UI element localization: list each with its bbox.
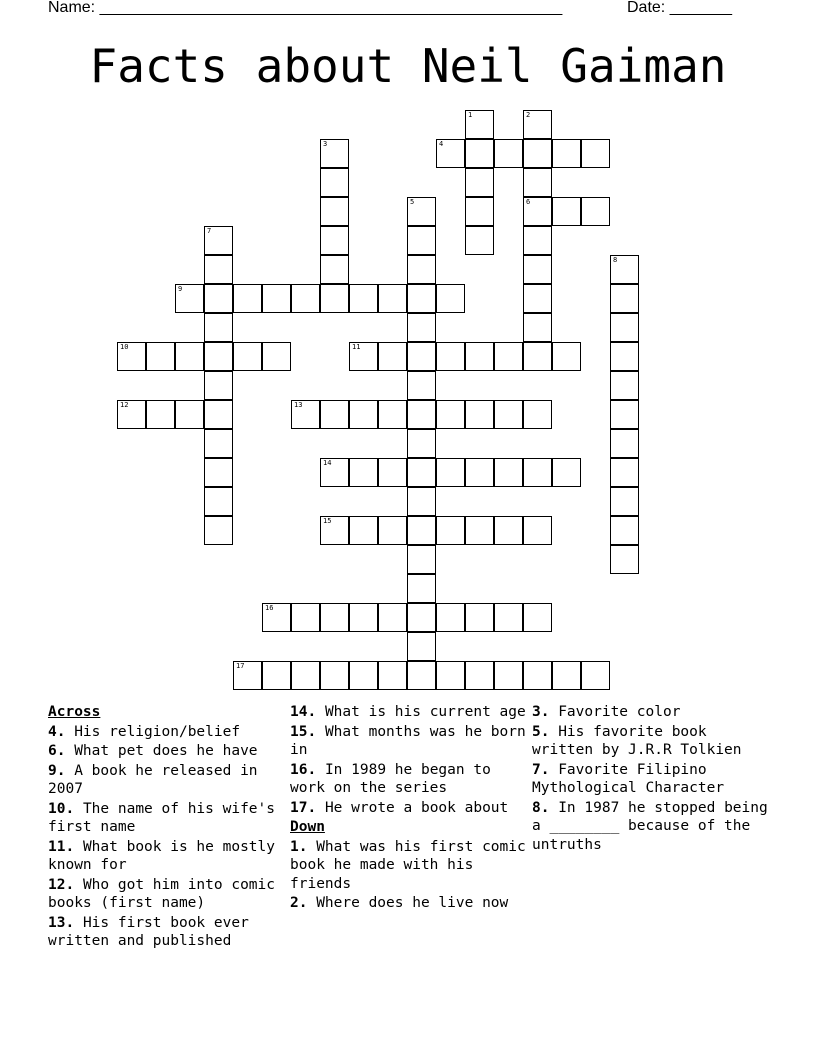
crossword-cell[interactable]	[233, 342, 262, 371]
crossword-cell[interactable]	[407, 458, 436, 487]
clue-number: 10.	[48, 800, 75, 817]
crossword-cell[interactable]	[436, 284, 465, 313]
crossword-cell[interactable]	[523, 226, 552, 255]
crossword-cell[interactable]	[581, 139, 610, 168]
crossword-cell[interactable]	[378, 400, 407, 429]
crossword-cell[interactable]	[581, 661, 610, 690]
crossword-cell[interactable]	[465, 603, 494, 632]
crossword-cell[interactable]	[175, 342, 204, 371]
crossword-cell[interactable]	[465, 168, 494, 197]
clue-across-10	[48, 800, 278, 837]
crossword-cell[interactable]	[204, 487, 233, 516]
clue-text: In 1987 he stopped being a ________ because of the untruths	[532, 799, 768, 853]
clue-number-label: 1	[468, 111, 473, 119]
crossword-cell[interactable]	[204, 458, 233, 487]
clues-column-3	[532, 703, 772, 855]
clue-number-label: 5	[410, 198, 415, 206]
crossword-cell[interactable]	[523, 400, 552, 429]
crossword-cell[interactable]	[465, 110, 494, 139]
clue-number: 4.	[48, 723, 66, 740]
crossword-cell[interactable]	[349, 284, 378, 313]
crossword-cell[interactable]	[349, 458, 378, 487]
crossword-cell[interactable]	[320, 603, 349, 632]
crossword-cell[interactable]	[407, 313, 436, 342]
clue-number-label: 17	[236, 662, 245, 670]
crossword-cell[interactable]	[465, 516, 494, 545]
crossword-cell[interactable]	[523, 139, 552, 168]
crossword-cell[interactable]	[291, 661, 320, 690]
clue-text: Where does he live now	[316, 895, 509, 911]
crossword-cell[interactable]	[320, 458, 349, 487]
clue-number-label: 4	[439, 140, 444, 148]
clue-number-label: 8	[613, 256, 618, 264]
crossword-cell[interactable]	[494, 603, 523, 632]
crossword-cell[interactable]	[146, 400, 175, 429]
crossword-cell[interactable]	[436, 458, 465, 487]
date-field-label: Date: _______	[627, 0, 732, 16]
crossword-cell[interactable]	[494, 458, 523, 487]
crossword-cell[interactable]	[378, 603, 407, 632]
crossword-cell[interactable]	[610, 516, 639, 545]
clue-down-2	[290, 894, 526, 913]
crossword-cell[interactable]	[610, 458, 639, 487]
crossword-cell[interactable]	[320, 400, 349, 429]
clue-across-13	[48, 914, 278, 951]
crossword-cell[interactable]	[349, 516, 378, 545]
clue-number: 14.	[290, 704, 317, 720]
crossword-cell[interactable]	[610, 429, 639, 458]
clue-number-label: 15	[323, 517, 332, 525]
crossword-cell[interactable]	[407, 371, 436, 400]
clue-number-label: 6	[526, 198, 531, 206]
crossword-cell[interactable]	[436, 400, 465, 429]
clue-text: Favorite Filipino Mythological Character	[532, 761, 725, 796]
crossword-cell[interactable]	[436, 516, 465, 545]
clue-number: 17.	[290, 799, 317, 816]
crossword-cell[interactable]	[610, 545, 639, 574]
crossword-cell[interactable]	[320, 661, 349, 690]
crossword-cell[interactable]	[175, 284, 204, 313]
crossword-cell[interactable]	[523, 197, 552, 226]
crossword-cell[interactable]	[610, 284, 639, 313]
crossword-cell[interactable]	[204, 516, 233, 545]
crossword-cell[interactable]	[407, 516, 436, 545]
crossword-cell[interactable]	[552, 661, 581, 690]
crossword-cell[interactable]	[407, 429, 436, 458]
crossword-cell[interactable]	[407, 342, 436, 371]
clue-number-label: 9	[178, 285, 183, 293]
clue-down-1	[290, 838, 526, 894]
clue-number-label: 13	[294, 401, 303, 409]
crossword-cell[interactable]	[291, 284, 320, 313]
clue-text: A book he released in 2007	[48, 762, 258, 797]
crossword-cell[interactable]	[465, 458, 494, 487]
crossword-cell[interactable]	[320, 284, 349, 313]
crossword-cell[interactable]	[204, 400, 233, 429]
crossword-cell[interactable]	[407, 226, 436, 255]
crossword-cell[interactable]	[610, 313, 639, 342]
clue-across-9	[48, 762, 278, 799]
crossword-cell[interactable]	[436, 603, 465, 632]
clue-number: 12.	[48, 876, 75, 893]
crossword-cell[interactable]	[407, 574, 436, 603]
crossword-cell[interactable]	[320, 255, 349, 284]
crossword-cell[interactable]	[407, 603, 436, 632]
crossword-cell[interactable]	[175, 400, 204, 429]
crossword-cell[interactable]	[262, 284, 291, 313]
clue-number-label: 14	[323, 459, 332, 467]
crossword-cell[interactable]	[610, 371, 639, 400]
crossword-cell[interactable]	[436, 661, 465, 690]
clue-across-6	[48, 742, 278, 761]
crossword-cell[interactable]	[610, 487, 639, 516]
clue-text: He wrote a book about	[324, 799, 509, 816]
clue-number-label: 2	[526, 111, 531, 119]
clues-column-1	[48, 703, 278, 952]
crossword-cell[interactable]	[610, 255, 639, 284]
crossword-cell[interactable]	[407, 545, 436, 574]
crossword-cell[interactable]	[407, 661, 436, 690]
crossword-cell[interactable]	[204, 255, 233, 284]
crossword-cell[interactable]	[349, 603, 378, 632]
crossword-cell[interactable]	[407, 197, 436, 226]
clue-across-17	[290, 799, 526, 818]
clue-text: What book is he mostly known for	[48, 838, 275, 873]
crossword-cell[interactable]	[320, 139, 349, 168]
clue-number-label: 16	[265, 604, 274, 612]
crossword-cell[interactable]	[494, 139, 523, 168]
crossword-cell[interactable]	[610, 400, 639, 429]
crossword-cell[interactable]	[204, 313, 233, 342]
clue-across-14	[290, 703, 526, 722]
clue-text: The name of his wife's first name	[48, 800, 275, 835]
crossword-cell[interactable]	[436, 139, 465, 168]
crossword-cell[interactable]	[291, 603, 320, 632]
clue-text: Who got him into comic books (first name)	[48, 876, 275, 911]
crossword-cell[interactable]	[494, 661, 523, 690]
crossword-cell[interactable]	[465, 661, 494, 690]
crossword-cell[interactable]	[320, 197, 349, 226]
crossword-cell[interactable]	[523, 603, 552, 632]
crossword-cell[interactable]	[407, 400, 436, 429]
clue-number: 5.	[532, 723, 550, 740]
clues-column-2	[290, 703, 526, 914]
clue-number-label: 11	[352, 343, 361, 351]
clue-text: In 1989 he began to work on the series	[290, 761, 491, 796]
clue-number-label: 12	[120, 401, 129, 409]
name-field-label: Name: ____________________________________________________	[48, 0, 563, 16]
crossword-cell[interactable]	[233, 661, 262, 690]
clue-number: 9.	[48, 762, 66, 779]
crossword-cell[interactable]	[494, 342, 523, 371]
clue-across-16	[290, 761, 526, 798]
clue-across-11	[48, 838, 278, 875]
clue-down-5	[532, 723, 772, 760]
clue-number: 8.	[532, 799, 550, 816]
crossword-cell[interactable]	[146, 342, 175, 371]
crossword-cell[interactable]	[436, 342, 465, 371]
across-heading: Across	[48, 704, 101, 720]
clue-number: 1.	[290, 838, 308, 855]
clue-text: What months was he born in	[290, 723, 526, 758]
clue-number: 13.	[48, 914, 75, 931]
clue-text: Favorite color	[558, 704, 681, 720]
crossword-cell[interactable]	[378, 661, 407, 690]
crossword-cell[interactable]	[204, 284, 233, 313]
crossword-cell[interactable]	[465, 226, 494, 255]
crossword-cell[interactable]	[523, 342, 552, 371]
crossword-cell[interactable]	[204, 371, 233, 400]
crossword-cell[interactable]	[117, 342, 146, 371]
crossword-cell[interactable]	[523, 313, 552, 342]
crossword-cell[interactable]	[233, 284, 262, 313]
crossword-cell[interactable]	[494, 400, 523, 429]
crossword-cell[interactable]	[407, 487, 436, 516]
crossword-cell[interactable]	[204, 226, 233, 255]
crossword-cell[interactable]	[465, 400, 494, 429]
clue-text: His first book ever written and published	[48, 914, 249, 949]
clue-down-7	[532, 761, 772, 798]
crossword-cell[interactable]	[204, 342, 233, 371]
crossword-cell[interactable]	[378, 342, 407, 371]
clue-number: 2.	[290, 895, 308, 911]
crossword-cell[interactable]	[523, 110, 552, 139]
clue-number-label: 3	[323, 140, 328, 148]
crossword-cell[interactable]	[378, 516, 407, 545]
clue-across-15	[290, 723, 526, 760]
crossword-cell[interactable]	[262, 603, 291, 632]
clue-across-12	[48, 876, 278, 913]
crossword-cell[interactable]	[552, 139, 581, 168]
crossword-cell[interactable]	[465, 342, 494, 371]
crossword-cell[interactable]	[407, 284, 436, 313]
crossword-cell[interactable]	[494, 516, 523, 545]
crossword-cell[interactable]	[407, 632, 436, 661]
clue-number: 16.	[290, 761, 317, 778]
clue-down-8	[532, 799, 772, 855]
crossword-cell[interactable]	[262, 342, 291, 371]
crossword-cell[interactable]	[552, 342, 581, 371]
crossword-cell[interactable]	[523, 458, 552, 487]
clue-text: What was his first comic book he made with his friends	[290, 838, 526, 892]
crossword-cell[interactable]	[552, 458, 581, 487]
crossword-cell[interactable]	[378, 284, 407, 313]
clue-number: 15.	[290, 723, 317, 740]
clue-text: What is his current age	[324, 704, 526, 720]
crossword-cell[interactable]	[581, 197, 610, 226]
crossword-cell[interactable]	[378, 458, 407, 487]
clue-text: His favorite book written by J.R.R Tolkien	[532, 723, 742, 758]
crossword-cell[interactable]	[320, 226, 349, 255]
crossword-cell[interactable]	[523, 168, 552, 197]
clue-number: 11.	[48, 838, 75, 855]
crossword-cell[interactable]	[349, 400, 378, 429]
crossword-cell[interactable]	[262, 661, 291, 690]
crossword-cell[interactable]	[465, 197, 494, 226]
crossword-cell[interactable]	[320, 168, 349, 197]
clue-number-label: 7	[207, 227, 212, 235]
clue-number: 3.	[532, 704, 550, 720]
crossword-cell[interactable]	[523, 516, 552, 545]
crossword-cell[interactable]	[320, 516, 349, 545]
clue-text: His religion/belief	[74, 723, 241, 740]
clue-down-3	[532, 703, 772, 722]
crossword-cell[interactable]	[117, 400, 146, 429]
crossword-cell[interactable]	[349, 342, 378, 371]
crossword-cell[interactable]	[407, 255, 436, 284]
crossword-cell[interactable]	[523, 661, 552, 690]
clue-across-4	[48, 723, 278, 742]
clue-number-label: 10	[120, 343, 129, 351]
page-title: Facts about Neil Gaiman	[89, 39, 727, 93]
down-heading: Down	[290, 819, 325, 835]
crossword-cell[interactable]	[291, 400, 320, 429]
crossword-cell[interactable]	[349, 661, 378, 690]
crossword-cell[interactable]	[465, 139, 494, 168]
crossword-cell[interactable]	[523, 255, 552, 284]
clue-text: What pet does he have	[74, 743, 258, 759]
crossword-cell[interactable]	[552, 197, 581, 226]
crossword-cell[interactable]	[610, 342, 639, 371]
clue-number: 6.	[48, 743, 66, 759]
clue-number: 7.	[532, 761, 550, 778]
crossword-cell[interactable]	[204, 429, 233, 458]
crossword-cell[interactable]	[523, 284, 552, 313]
